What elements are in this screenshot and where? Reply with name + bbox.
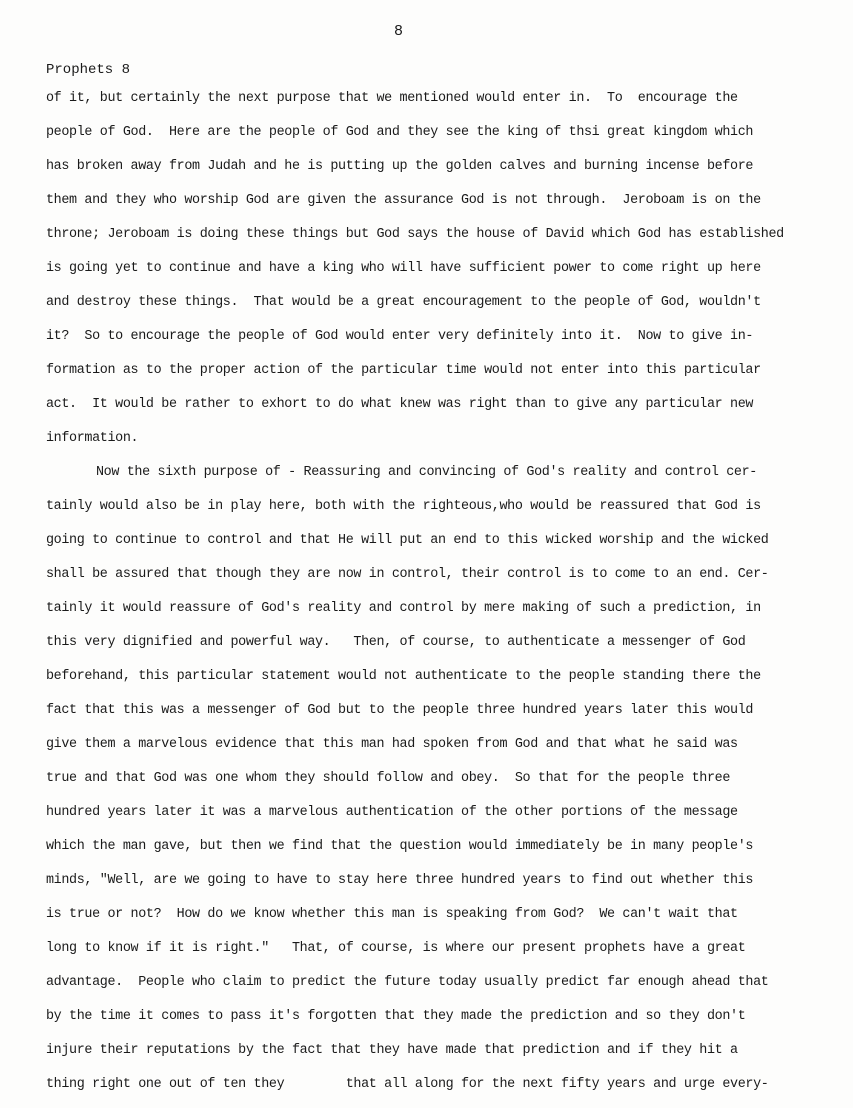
text-line: information.: [46, 431, 139, 446]
body-text: [46, 89, 853, 1109]
text-line: them and they who worship God are given the assurance God is not through. Jeroboam is on the: [46, 193, 761, 208]
text-line: advantage. People who claim to predict the future today usually predict far enough ahead that: [46, 975, 769, 990]
text-line: shall be assured that though they are now in control, their control is to come to an end. Cer-: [46, 567, 769, 582]
text-line: true and that God was one whom they should follow and obey. So that for the people three: [46, 771, 731, 786]
text-line: it? So to encourage the people of God would enter very definitely into it. Now to give in-: [46, 329, 754, 344]
text-line: thing right one out of ten they that all along for the next fifty years and urge every-: [46, 1077, 769, 1092]
text-line: is true or not? How do we know whether this man is speaking from God? We can't wait that: [46, 907, 738, 922]
text-line: throne; Jeroboam is doing these things but God says the house of David which God has established: [46, 227, 784, 242]
text-line: hundred years later it was a marvelous authentication of the other portions of the message: [46, 805, 738, 820]
text-line: going to continue to control and that He will put an end to this wicked worship and the wicked: [46, 533, 769, 548]
text-line: fact that this was a messenger of God but to the people three hundred years later this would: [46, 703, 754, 718]
text-line: by the time it comes to pass it's forgotten that they made the prediction and so they don't: [46, 1009, 746, 1024]
text-line: beforehand, this particular statement would not authenticate to the people standing there the: [46, 669, 761, 684]
text-line: this very dignified and powerful way. Then, of course, to authenticate a messenger of God: [46, 635, 746, 650]
text-line: people of God. Here are the people of God and they see the king of thsi great kingdom which: [46, 125, 754, 140]
page-number: 8: [394, 23, 404, 40]
text-line: act. It would be rather to exhort to do what knew was right than to give any particular new: [46, 397, 754, 412]
text-line: is going yet to continue and have a king who will have sufficient power to come right up here: [46, 261, 761, 276]
text-line: which the man gave, but then we find that the question would immediately be in many people's: [46, 839, 754, 854]
text-line: tainly would also be in play here, both with the righteous,who would be reassured that God is: [46, 499, 761, 514]
text-line: and destroy these things. That would be a great encouragement to the people of God, wouldn't: [46, 295, 761, 310]
text-line: formation as to the proper action of the particular time would not enter into this particular: [46, 363, 761, 378]
page-header: Prophets 8: [46, 62, 131, 78]
text-line: minds, "Well, are we going to have to stay here three hundred years to find out whether this: [46, 873, 754, 888]
text-line: of it, but certainly the next purpose that we mentioned would enter in. To encourage the: [46, 91, 738, 106]
text-line: has broken away from Judah and he is putting up the golden calves and burning incense before: [46, 159, 754, 174]
text-line: long to know if it is right." That, of course, is where our present prophets have a great: [46, 941, 746, 956]
text-line: injure their reputations by the fact that they have made that prediction and if they hit a: [46, 1043, 738, 1058]
paragraph-first-line: Now the sixth purpose of - Reassuring and convincing of God's reality and control cer-: [96, 465, 757, 480]
text-line: tainly it would reassure of God's reality and control by mere making of such a prediction, in: [46, 601, 761, 616]
text-line: give them a marvelous evidence that this man had spoken from God and that what he said was: [46, 737, 738, 752]
